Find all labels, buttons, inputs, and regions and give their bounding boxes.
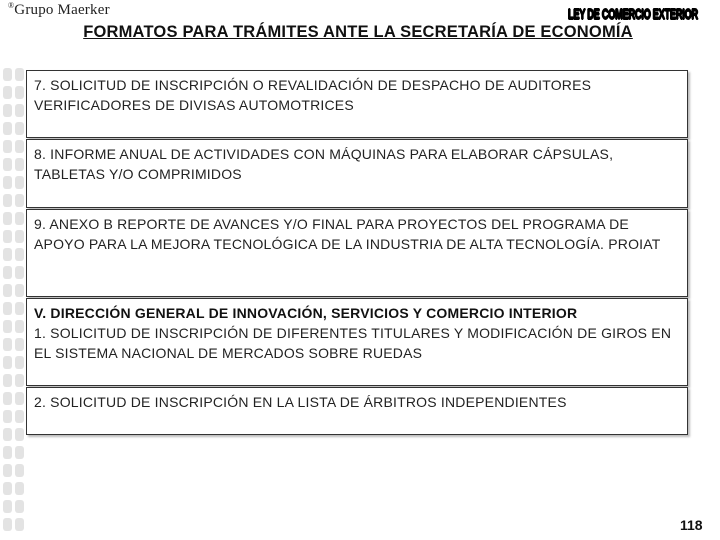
decorative-dot <box>15 500 24 513</box>
decorative-dot <box>3 248 12 261</box>
decorative-dot <box>15 428 24 441</box>
decorative-dot <box>3 410 12 423</box>
decorative-dot <box>3 194 12 207</box>
decorative-dot <box>15 320 24 333</box>
decorative-dot <box>3 338 12 351</box>
decorative-dot <box>15 356 24 369</box>
item-text: 8. INFORME ANUAL DE ACTIVIDADES CON MÁQUINAS PARA ELABORAR CÁPSULAS, TABLETAS Y/O COMPRIMIDOS <box>34 146 614 182</box>
decorative-dot <box>3 482 12 495</box>
decorative-dot <box>15 374 24 387</box>
list-item <box>26 387 688 435</box>
decorative-dot <box>3 464 12 477</box>
list-item <box>26 209 688 297</box>
decorative-dot <box>15 68 24 81</box>
brand-logo <box>8 1 110 19</box>
decorative-dot <box>15 302 24 315</box>
decorative-dot <box>15 86 24 99</box>
decorative-dot <box>3 104 12 117</box>
decorative-dot <box>15 176 24 189</box>
decorative-dot <box>15 482 24 495</box>
section-heading: V. DIRECCIÓN GENERAL DE INNOVACIÓN, SERVICIOS Y COMERCIO INTERIOR <box>34 305 578 321</box>
decorative-dot <box>15 140 24 153</box>
list-item <box>26 298 688 386</box>
decorative-dot <box>15 284 24 297</box>
decorative-dot <box>15 464 24 477</box>
decorative-dot <box>3 320 12 333</box>
decorative-dot <box>3 374 12 387</box>
logo-text: LEY DE COMERCIO EXTERIOR <box>568 6 698 23</box>
decorative-dot <box>3 356 12 369</box>
decorative-dot <box>15 518 24 531</box>
page-number: 118 <box>680 517 703 533</box>
list-item <box>26 139 688 208</box>
item-text: 1. SOLICITUD DE INSCRIPCIÓN DE DIFERENTES TITULARES Y MODIFICACIÓN DE GIROS EN EL SISTEMA NACIONAL DE MERCADOS SOBRE RUEDAS <box>34 325 672 361</box>
decorative-dot <box>3 446 12 459</box>
decorative-dot <box>3 176 12 189</box>
decorative-dot-grid <box>0 60 28 540</box>
decorative-dot <box>15 446 24 459</box>
decorative-dot <box>3 230 12 243</box>
decorative-dot <box>3 518 12 531</box>
item-text: 7. SOLICITUD DE INSCRIPCIÓN O REVALIDACIÓN DE DESPACHO DE AUDITORES VERIFICADORES DE DIVISAS AUTOMOTRICES <box>34 77 592 113</box>
page-title: FORMATOS PARA TRÁMITES ANTE LA SECRETARÍA DE ECONOMÍA <box>83 23 633 41</box>
decorative-dot <box>15 104 24 117</box>
decorative-dot <box>15 230 24 243</box>
brand-name: Grupo Maerker <box>14 2 110 18</box>
decorative-dot <box>3 266 12 279</box>
decorative-dot <box>15 266 24 279</box>
decorative-dot <box>15 194 24 207</box>
decorative-dot <box>15 410 24 423</box>
decorative-dot <box>15 122 24 135</box>
decorative-dot <box>3 428 12 441</box>
decorative-dot <box>3 392 12 405</box>
registered-mark: ® <box>8 1 15 10</box>
decorative-dot <box>15 158 24 171</box>
decorative-dot <box>15 392 24 405</box>
decorative-dot <box>3 140 12 153</box>
decorative-dot <box>3 302 12 315</box>
decorative-dot <box>3 158 12 171</box>
item-text: 2. SOLICITUD DE INSCRIPCIÓN EN LA LISTA DE ÁRBITROS INDEPENDIENTES <box>34 394 567 410</box>
decorative-dot <box>3 86 12 99</box>
list-item <box>26 70 688 138</box>
decorative-dot <box>3 68 12 81</box>
decorative-dot <box>3 500 12 513</box>
decorative-dot <box>15 212 24 225</box>
item-text: 9. ANEXO B REPORTE DE AVANCES Y/O FINAL PARA PROYECTOS DEL PROGRAMA DE APOYO PARA LA MEJORA TECNOLÓGICA DE LA INDUSTRIA DE ALTA TECNOLOGÍA. PROIAT <box>34 216 661 252</box>
decorative-dot <box>15 338 24 351</box>
decorative-dot <box>3 284 12 297</box>
decorative-dot <box>3 122 12 135</box>
decorative-dot <box>3 212 12 225</box>
decorative-dot <box>15 248 24 261</box>
